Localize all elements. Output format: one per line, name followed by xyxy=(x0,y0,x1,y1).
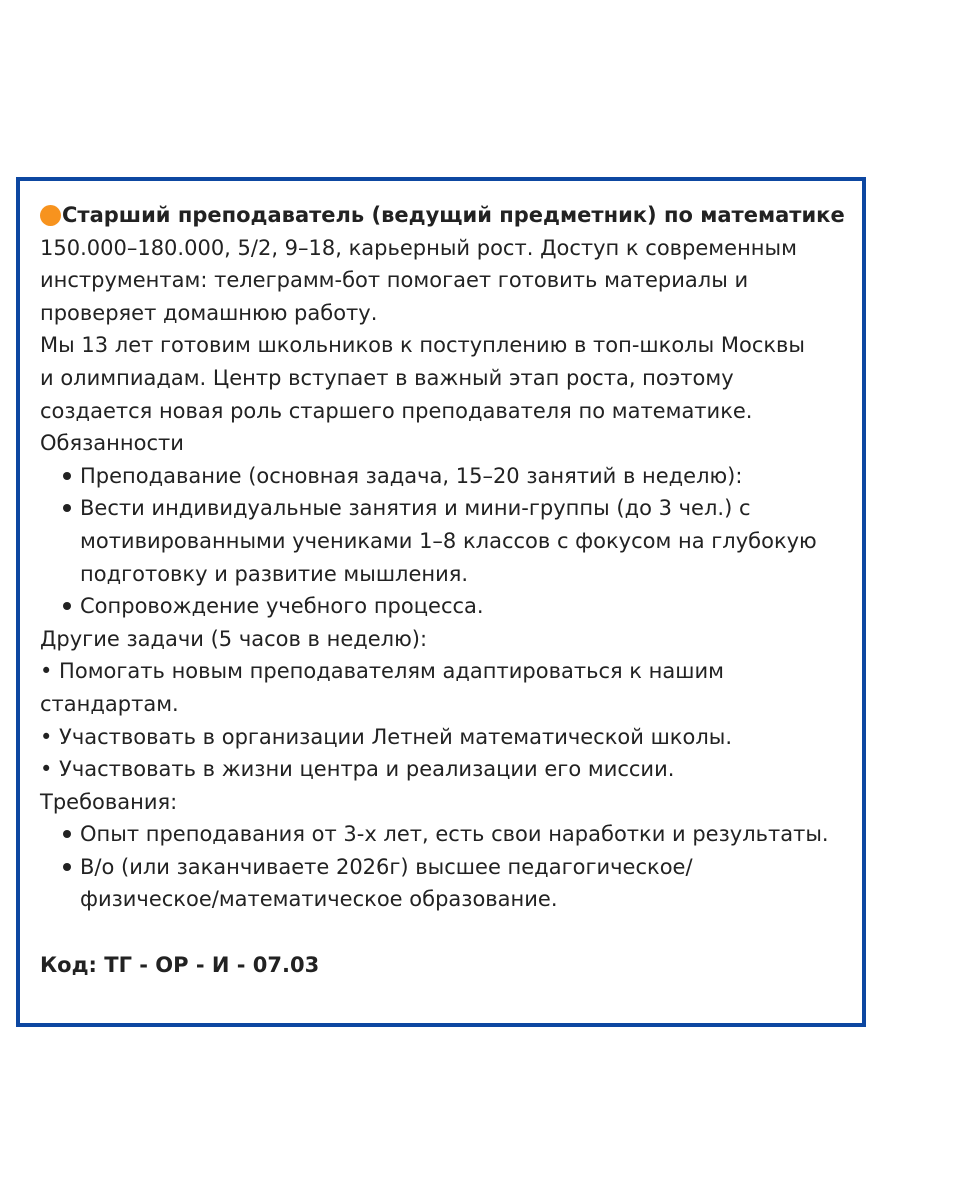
duty-item xyxy=(80,590,850,623)
intro-line: создается новая роль старшего преподавателя по математике. xyxy=(40,398,753,423)
requirement-item xyxy=(80,851,850,916)
vacancy-title-line xyxy=(40,199,850,232)
vacancy-code: Код: ТГ - ОР - И - 07.03 xyxy=(40,952,320,977)
requirements-heading: Требования: xyxy=(40,789,178,814)
requirements-list xyxy=(40,818,850,916)
intro-line: 150.000–180.000, 5/2, 9–18, карьерный рост. Доступ к современным xyxy=(40,235,797,260)
duties-list xyxy=(40,460,850,623)
intro-line: проверяет домашнюю работу. xyxy=(40,300,378,325)
duty-item-line: мотивированными учениками 1–8 классов с фокусом на глубокую xyxy=(80,528,817,553)
requirement-item-line: В/о (или заканчиваете 2026г) высшее педагогическое/ xyxy=(80,854,693,879)
duty-item xyxy=(80,460,850,493)
intro-line: и олимпиадам. Центр вступает в важный этап роста, поэтому xyxy=(40,365,734,390)
duty-item-line: Преподавание (основная задача, 15–20 занятий в неделю): xyxy=(80,463,743,488)
other-task-line: • Участвовать в жизни центра и реализации его миссии. xyxy=(40,757,675,782)
duty-item xyxy=(80,492,850,590)
orange-circle-icon xyxy=(40,205,61,226)
duty-item-line: Сопровождение учебного процесса. xyxy=(80,594,484,619)
vacancy-title: Старший преподаватель (ведущий предметник) по математике xyxy=(62,203,845,227)
duty-item-line: подготовку и развитие мышления. xyxy=(80,561,469,586)
spacer xyxy=(40,916,850,949)
requirement-item-line: физическое/математическое образование. xyxy=(80,887,558,912)
duties-heading: Обязанности xyxy=(40,431,184,456)
other-task-line: • Участвовать в организации Летней математической школы. xyxy=(40,724,733,749)
other-tasks-heading: Другие задачи (5 часов в неделю): xyxy=(40,626,428,651)
intro-line: инструментам: телеграмм-бот помогает готовить материалы и xyxy=(40,268,749,293)
other-task-line: • Помогать новым преподавателям адаптироваться к нашим xyxy=(40,659,724,684)
other-task-line: стандартам. xyxy=(40,691,179,716)
requirement-item xyxy=(80,818,850,851)
intro-line: Мы 13 лет готовим школьников к поступлению в топ-школы Москвы xyxy=(40,333,806,358)
vacancy-card xyxy=(16,177,866,1027)
duty-item-line: Вести индивидуальные занятия и мини-группы (до 3 чел.) с xyxy=(80,496,751,521)
requirement-item-line: Опыт преподавания от 3-х лет, есть свои наработки и результаты. xyxy=(80,822,829,847)
vacancy-content xyxy=(40,199,850,981)
